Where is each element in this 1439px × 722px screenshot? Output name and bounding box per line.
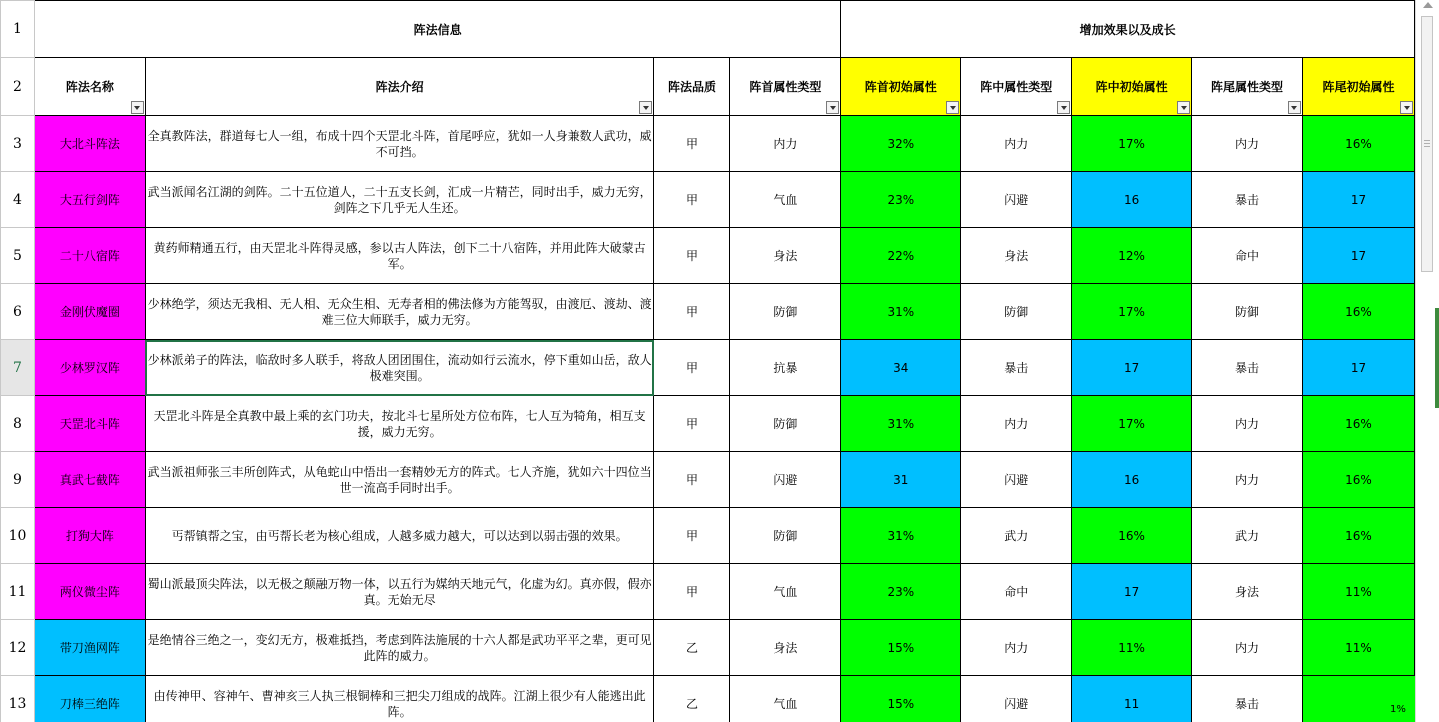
cell-mid-init[interactable]: 17% — [1072, 116, 1192, 172]
cell-name[interactable]: 刀棒三绝阵 — [34, 676, 145, 722]
cell-tail-init[interactable]: 16% — [1302, 508, 1414, 564]
cell-fill-fragment — [1330, 676, 1415, 722]
header-label: 阵首初始属性 — [864, 80, 937, 94]
cell-head-init[interactable]: 31% — [841, 508, 961, 564]
header-label: 阵法介绍 — [375, 80, 424, 94]
table-row — [1, 564, 1415, 620]
cell-head-type[interactable]: 防御 — [730, 284, 841, 340]
cell-quality[interactable]: 甲 — [654, 284, 730, 340]
cell-intro[interactable]: 黄药师精通五行，由天罡北斗阵得灵感，参以古人阵法，创下二十八宿阵，并用此阵大破蒙古军。 — [145, 228, 654, 284]
row-number[interactable]: 11 — [1, 564, 35, 620]
filter-dropdown-icon[interactable] — [131, 101, 144, 114]
cell-quality[interactable]: 甲 — [654, 508, 730, 564]
cell-head-init[interactable]: 31% — [841, 396, 961, 452]
cell-tail-type[interactable]: 命中 — [1192, 228, 1303, 284]
cell-name[interactable]: 真武七截阵 — [34, 452, 145, 508]
cell-head-type[interactable]: 气血 — [730, 172, 841, 228]
cell-mid-type[interactable]: 内力 — [961, 116, 1072, 172]
grip-line — [1424, 146, 1430, 147]
cell-mid-type[interactable]: 身法 — [961, 228, 1072, 284]
cell-intro[interactable]: 少林绝学，须达无我相、无人相、无众生相、无寿者相的佛法修为方能驾驭，由渡厄、渡劫、渡难三位大师联手，威力无穷。 — [145, 284, 654, 340]
cell-mid-type[interactable]: 内力 — [961, 396, 1072, 452]
table-row — [1, 340, 1415, 396]
cell-quality[interactable]: 甲 — [654, 452, 730, 508]
group-header-row — [1, 1, 1415, 58]
filter-dropdown-icon[interactable] — [1400, 101, 1413, 114]
filter-dropdown-icon[interactable] — [1057, 101, 1070, 114]
cell-intro[interactable]: 武当派祖师张三丰所创阵式，从龟蛇山中悟出一套精妙无方的阵式。七人齐施，犹如六十四位当世一流高手同时出手。 — [145, 452, 654, 508]
filter-dropdown-icon[interactable] — [1177, 101, 1190, 114]
cell-head-type[interactable]: 气血 — [730, 676, 841, 722]
header-tail-init[interactable] — [1302, 58, 1414, 116]
cell-head-type[interactable]: 闪避 — [730, 452, 841, 508]
cell-name[interactable]: 天罡北斗阵 — [34, 396, 145, 452]
cell-head-init[interactable]: 22% — [841, 228, 961, 284]
cell-mid-init[interactable]: 11% — [1072, 620, 1192, 676]
cell-mid-init[interactable]: 17 — [1072, 340, 1192, 396]
header-label: 阵尾属性类型 — [1211, 80, 1284, 94]
header-head-type[interactable] — [730, 58, 841, 116]
cell-mid-type[interactable]: 暴击 — [961, 340, 1072, 396]
cell-quality[interactable]: 甲 — [654, 396, 730, 452]
filter-dropdown-icon[interactable] — [639, 101, 652, 114]
grip-line — [1424, 143, 1430, 144]
cell-tail-type[interactable]: 内力 — [1192, 116, 1303, 172]
cell-tail-type[interactable]: 内力 — [1192, 452, 1303, 508]
cell-head-type[interactable]: 气血 — [730, 564, 841, 620]
scroll-up-icon[interactable] — [1423, 2, 1433, 8]
header-label: 阵中属性类型 — [980, 80, 1053, 94]
row-number[interactable]: 10 — [1, 508, 35, 564]
cell-head-init[interactable]: 32% — [841, 116, 961, 172]
cell-tail-type[interactable]: 武力 — [1192, 508, 1303, 564]
cell-quality[interactable]: 乙 — [654, 676, 730, 722]
cell-mid-init[interactable]: 17 — [1072, 564, 1192, 620]
cell-quality[interactable]: 甲 — [654, 564, 730, 620]
header-mid-init[interactable] — [1072, 58, 1192, 116]
cell-mid-type[interactable]: 内力 — [961, 620, 1072, 676]
row-number[interactable]: 1 — [1, 1, 35, 58]
header-label: 阵首属性类型 — [749, 80, 822, 94]
table-row — [1, 116, 1415, 172]
cell-name[interactable]: 两仪微尘阵 — [34, 564, 145, 620]
grip-line — [1424, 140, 1430, 141]
row-number[interactable]: 4 — [1, 172, 35, 228]
cell-tail-type[interactable]: 暴击 — [1192, 340, 1303, 396]
row-number[interactable]: 2 — [1, 58, 35, 116]
cell-head-type[interactable]: 防御 — [730, 508, 841, 564]
table-row — [1, 676, 1415, 722]
cell-quality[interactable]: 甲 — [654, 172, 730, 228]
table-row — [1, 284, 1415, 340]
cell-intro[interactable]: 丐帮镇帮之宝，由丐帮长老为核心组成，人越多威力越大，可以达到以弱击强的效果。 — [145, 508, 654, 564]
table-row — [1, 228, 1415, 284]
cell-intro[interactable]: 少林派弟子的阵法，临敌时多人联手，将敌人团团围住，流动如行云流水，停下重如山岳，敌人极难突围。 — [145, 340, 654, 396]
cell-mid-type[interactable]: 闪避 — [961, 452, 1072, 508]
row-number[interactable]: 12 — [1, 620, 35, 676]
cell-name[interactable]: 金刚伏魔圈 — [34, 284, 145, 340]
cell-intro[interactable]: 天罡北斗阵是全真教中最上乘的玄门功夫，按北斗七星所处方位布阵，七人互为犄角，相互支援，威力无穷。 — [145, 396, 654, 452]
cell-tail-type[interactable]: 内力 — [1192, 620, 1303, 676]
cell-mid-type[interactable]: 闪避 — [961, 676, 1072, 722]
cell-quality[interactable]: 甲 — [654, 340, 730, 396]
table-row — [1, 620, 1415, 676]
header-tail-type[interactable] — [1192, 58, 1303, 116]
cell-tail-init[interactable]: 17 — [1302, 172, 1414, 228]
table-row — [1, 396, 1415, 452]
header-label: 阵法品质 — [667, 80, 716, 94]
cell-mid-type[interactable]: 防御 — [961, 284, 1072, 340]
cell-name[interactable]: 少林罗汉阵 — [34, 340, 145, 396]
cell-mid-init[interactable]: 11 — [1072, 676, 1192, 722]
column-header-row — [1, 58, 1415, 116]
header-label: 阵法名称 — [65, 80, 114, 94]
group-header-info[interactable]: 阵法信息 — [34, 1, 840, 58]
cell-name[interactable]: 打狗大阵 — [34, 508, 145, 564]
cell-head-init[interactable]: 15% — [841, 620, 961, 676]
row-number[interactable]: 7 — [1, 340, 35, 396]
cell-head-init[interactable]: 15% — [841, 676, 961, 722]
row-number[interactable]: 8 — [1, 396, 35, 452]
cell-tail-init[interactable]: 17 — [1302, 340, 1414, 396]
cell-mid-init[interactable]: 16% — [1072, 508, 1192, 564]
cell-mid-init[interactable]: 17% — [1072, 396, 1192, 452]
group-header-effects[interactable]: 增加效果以及成长 — [841, 1, 1415, 58]
cell-tail-init[interactable]: 11% — [1302, 564, 1414, 620]
cell-tail-init[interactable]: 16% — [1302, 452, 1414, 508]
cell-head-type[interactable]: 身法 — [730, 228, 841, 284]
header-quality[interactable] — [654, 58, 730, 116]
cell-mid-type[interactable]: 闪避 — [961, 172, 1072, 228]
cell-mid-init[interactable]: 12% — [1072, 228, 1192, 284]
table-row — [1, 508, 1415, 564]
cell-name[interactable]: 大北斗阵法 — [34, 116, 145, 172]
cell-mid-type[interactable]: 武力 — [961, 508, 1072, 564]
filter-dropdown-icon[interactable] — [946, 101, 959, 114]
header-label: 阵中初始属性 — [1095, 80, 1168, 94]
cell-head-type[interactable]: 防御 — [730, 396, 841, 452]
cell-quality[interactable]: 乙 — [654, 620, 730, 676]
cell-intro[interactable]: 由传神甲、容神午、曹神亥三人执三根铜棒和三把尖刀组成的战阵。江湖上很少有人能逃出此阵。 — [145, 676, 654, 722]
cell-tail-type[interactable]: 暴击 — [1192, 676, 1303, 722]
cell-tail-init[interactable]: 16% — [1302, 396, 1414, 452]
cell-head-init[interactable]: 23% — [841, 564, 961, 620]
cell-tail-type[interactable]: 内力 — [1192, 396, 1303, 452]
cell-intro[interactable]: 是绝情谷三绝之一，变幻无方，极难抵挡，考虑到阵法施展的十六人都是武功平平之辈，更可见此阵的威力。 — [145, 620, 654, 676]
cell-name[interactable]: 带刀渔网阵 — [34, 620, 145, 676]
cell-head-type[interactable]: 内力 — [730, 116, 841, 172]
row-number[interactable]: 9 — [1, 452, 35, 508]
cell-tail-init[interactable]: 11% — [1302, 620, 1414, 676]
cell-tail-init[interactable]: 17 — [1302, 228, 1414, 284]
cell-tail-type[interactable]: 暴击 — [1192, 172, 1303, 228]
filter-dropdown-icon[interactable] — [826, 101, 839, 114]
scroll-thumb[interactable] — [1421, 16, 1433, 272]
cell-intro[interactable]: 蜀山派最顶尖阵法，以无极之颠融万物一体，以五行为媒纳天地元气，化虚为幻。真亦假，假亦真。无始无尽 — [145, 564, 654, 620]
cell-head-type[interactable]: 抗暴 — [730, 340, 841, 396]
cell-name[interactable]: 二十八宿阵 — [34, 228, 145, 284]
cell-intro[interactable]: 全真教阵法，群道每七人一组，布成十四个天罡北斗阵，首尾呼应，犹如一人身兼数人武功，威不可挡。 — [145, 116, 654, 172]
row-number[interactable]: 3 — [1, 116, 35, 172]
cell-mid-init[interactable]: 16 — [1072, 172, 1192, 228]
vertical-scrollbar[interactable] — [1415, 0, 1439, 722]
row-number[interactable]: 6 — [1, 284, 35, 340]
row-number[interactable]: 13 — [1, 676, 35, 722]
cell-head-init[interactable]: 34 — [841, 340, 961, 396]
header-head-init[interactable] — [841, 58, 961, 116]
header-mid-type[interactable] — [961, 58, 1072, 116]
cell-quality[interactable]: 甲 — [654, 116, 730, 172]
cell-name[interactable]: 大五行剑阵 — [34, 172, 145, 228]
cell-head-init[interactable]: 31% — [841, 284, 961, 340]
cell-mid-type[interactable]: 命中 — [961, 564, 1072, 620]
overflow-label: 1% — [1390, 704, 1406, 715]
cell-mid-init[interactable]: 16 — [1072, 452, 1192, 508]
cell-head-init[interactable]: 31 — [841, 452, 961, 508]
cell-head-type[interactable]: 身法 — [730, 620, 841, 676]
filter-dropdown-icon[interactable] — [1288, 101, 1301, 114]
table-row — [1, 172, 1415, 228]
header-intro[interactable] — [145, 58, 654, 116]
cell-head-init[interactable]: 23% — [841, 172, 961, 228]
side-panel-arrow-icon[interactable] — [1435, 352, 1439, 360]
cell-quality[interactable]: 甲 — [654, 228, 730, 284]
cell-tail-type[interactable]: 防御 — [1192, 284, 1303, 340]
header-name[interactable] — [34, 58, 145, 116]
cell-mid-init[interactable]: 17% — [1072, 284, 1192, 340]
header-label: 阵尾初始属性 — [1322, 80, 1395, 94]
cell-intro[interactable]: 武当派闻名江湖的剑阵。二十五位道人，二十五支长剑，汇成一片精芒，同时出手，威力无穷，剑阵之下几乎无人生还。 — [145, 172, 654, 228]
row-number[interactable]: 5 — [1, 228, 35, 284]
cell-tail-init[interactable]: 16% — [1302, 284, 1414, 340]
cell-tail-type[interactable]: 身法 — [1192, 564, 1303, 620]
table-row — [1, 452, 1415, 508]
cell-tail-init[interactable]: 16% — [1302, 116, 1414, 172]
